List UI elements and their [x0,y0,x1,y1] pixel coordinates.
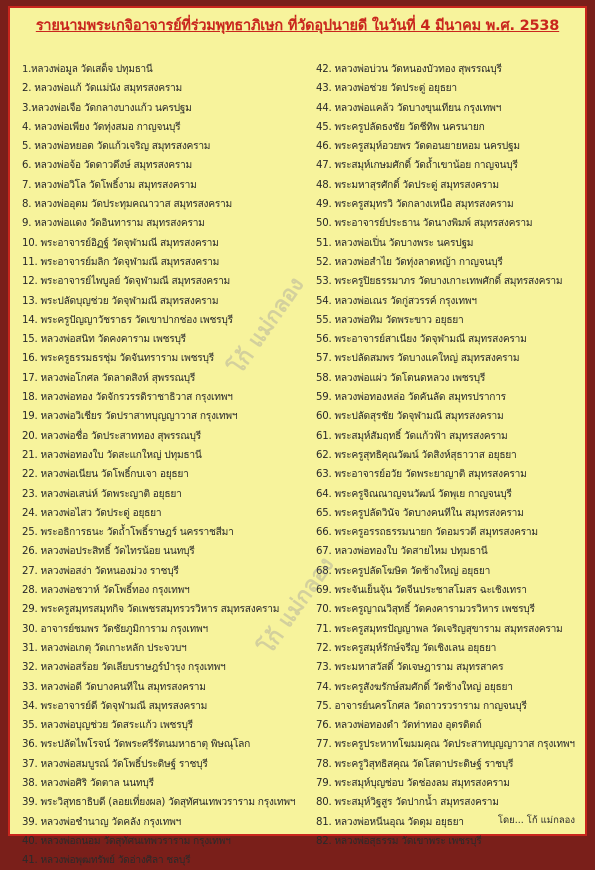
list-item: 4. หลวงพ่อเพียง วัดทุ่งสมอ กาญจนบุรี [22,121,181,133]
list-item: 53. พระครูปิยธรรมาภร วัดบางเกาะเทพศักดิ์ สมุทรสงคราม [316,276,563,288]
list-item: 41. หลวงพ่อพุฒทรัพย์ วัดอ่างศิลา ชลบุรี [22,855,191,867]
list-item: 65. พระครูปลัดวินัจ วัดบางคนทีใน สมุทรสงคราม [316,507,524,519]
list-item: 16. พระครูธรรมธรชุ่ม วัดจันทราราม เพชรบุรี [22,353,214,365]
list-item: 37. หลวงพ่อสมบูรณ์ วัดโพธิ์ประดิษฐ์ ราชบุรี [22,758,208,770]
list-item: 31. หลวงพ่อเกตุ วัดเกาะหลัก ประจวบฯ [22,642,187,654]
list-item: 75. อาจารย์นครโกศล วัดถาวรวราราม กาญจนบุรี [316,700,527,712]
list-item: 69. พระจันเย็นจุ้น วัดจีนประชาสโมสร ฉะเชิงเทรา [316,585,527,597]
list-item: 71. พระครูสมุทรปัญญาพล วัดเจริญสุขาราม สมุทรสงคราม [316,623,563,635]
list-item: 35. หลวงพ่อบุญช่วย วัดสระแก้ว เพชรบุรี [22,720,193,732]
list-item: 15. หลวงพ่อสนิท วัดคงคาราม เพชรบุรี [22,334,186,346]
list-item: 56. พระอาจารย์สาเนียง วัดจุฬามณี สมุทรสงคราม [316,334,527,346]
list-item: 29. พระครูสมุทรสมุทกิจ วัดเพชรสมุทรวรวิหาร สมุทรสงคราม [22,604,280,616]
list-item: 30. อาจารย์ชมพร วัดชัยภูมิการาม กรุงเทพฯ [22,623,208,635]
left-column-list [22,60,312,870]
list-item: 23. หลวงพ่อเสน่ห์ วัดพระญาติ อยุธยา [22,488,182,500]
list-item: 78. พระครูวิสุทธิสคุณ วัดโสดาประดิษฐ์ ราชบุรี [316,758,514,770]
list-item: 3.หลวงพ่อเจือ วัดกลางบางแก้ว นครปฐม [22,102,192,114]
list-item: 81. หลวงพ่อหนีนอุณ วัดดุม อยุธยา [316,816,464,828]
list-item: 27. หลวงพ่อสง่า วัดหนองม่วง ราชบุรี [22,565,179,577]
list-item: 51. หลวงพ่อเปิ่น วัดบางพระ นครปฐม [316,237,474,249]
list-item: 17. หลวงพ่อโกศล วัดลาดสิงห์ สุพรรณบุรี [22,372,196,384]
list-item: 39. พระวิสุทธาธิบดี (ลอยเที่ยงผล) วัดสุทัศนเทพวราราม กรุงเทพฯ [22,797,296,809]
list-item: 39. หลวงพ่อชำนาญ วัดคลัง กรุงเทพฯ [22,816,182,828]
list-item: 43. หลวงพ่อช่วย วัดประดู่ อยุธยา [316,83,457,95]
list-item: 9. หลวงพ่อแดง วัดอินทาราม สมุทรสงคราม [22,218,205,230]
page-title: รายนามพระเกจิอาจารย์ที่ร่วมพุทธาภิเษก ที่วัดอุปนายดี ในวันที่ 4 มีนาคม พ.ศ. 2538 [35,18,560,34]
list-item: 62. พระครูสุทธิคุณวัฒน์ วัดสิงห์สุธาวาส อยุธยา [316,449,517,461]
watermark-2: โก้ แม่กลอง [254,552,340,660]
list-item: 66. พระครูอรรถธรรมนายก วัดอมรวดี สมุทรสงคราม [316,527,538,539]
list-item: 64. พระครูจิณณาญจนวัฒน์ วัดพุเย กาญจนบุรี [316,488,512,500]
list-item: 57. พระปลัดสมพร วัดบางแคใหญ่ สมุทรสงคราม [316,353,520,365]
list-item: 76. หลวงพ่อทองดำ วัดท่าทอง อุตรดิตถ์ [316,720,482,732]
list-item: 67. หลวงพ่อทองใบ วัดสายไหม ปทุมธานี [316,546,488,558]
list-item: 48. พระมหาสุรศักดิ์ วัดประดู่ สมุทรสงคราม [316,179,499,191]
list-item: 70. พระครูญาณวิสุทธิ์ วัดคงคารามวรวิหาร เพชรบุรี [316,604,535,616]
list-item: 47. พระสมุห์เกษมศักดิ์ วัดถ้ำเขาน้อย กาญจนบุรี [316,160,518,172]
list-item: 63. พระอาจารย์อวัย วัดพระยาญาติ สมุทรสงคราม [316,469,527,481]
list-item: 74. พระครูสังฆรักษ์สมศักดิ์ วัดช้างใหญ่ อยุธยา [316,681,513,693]
document-page [8,6,587,867]
list-item: 72. พระครูสมุห์รักษ์จรีญ วัดเชิงเลน อยุธยา [316,642,497,654]
list-item: 32. หลวงพ่อสร้อย วัดเลียบราษฎร์บำรุง กรุงเทพฯ [22,662,226,674]
list-item: 5. หลวงพ่อหยอด วัดแก้วเจริญ สมุทรสงคราม [22,141,211,153]
list-item: 25. พระอธิการธนะ วัดถ้ำโพธิ์ราษฎร์ นครราชสีมา [22,527,234,539]
list-item: 19. หลวงพ่อวิเชียร วัดปราสาทบุญญาวาส กรุงเทพฯ [22,411,238,423]
list-item: 14. พระครูปัญญาวัชราธร วัดเขาปากช่อง เพชรบุรี [22,314,233,326]
list-item: 34. พระอาจารย์ดี วัดจุฬามณี สมุทรสงคราม [22,700,208,712]
list-item: 40. หลวงพ่อถนอม วัดสุทัศนเทพวราราม กรุงเทพฯ [22,835,231,847]
list-item: 50. พระอาจารย์ประธาน วัดนางพิมพ์ สมุทรสงคราม [316,218,533,230]
list-item: 55. หลวงพ่อทิม วัดพระขาว อยุธยา [316,314,464,326]
list-item: 38. หลวงพ่อศิริ วัดตาล นนทบุรี [22,777,154,789]
list-item: 45. พระครูปลัดธงชัย วัดชีทิพ นครนายก [316,121,485,133]
list-item: 13. พระปลัดบุญช่วย วัดจุฬามณี สมุทรสงคราม [22,295,219,307]
list-item: 18. หลวงพ่อทอง วัดจักรวรรดิราชาธิวาส กรุงเทพฯ [22,392,233,404]
list-item: 20. หลวงพ่อชื่อ วัดประสาททอง สุพรรณบุรี [22,430,201,442]
list-item: 8. หลวงพ่ออุตม วัดประทุมคณาวาส สมุทรสงคราม [22,199,232,211]
list-item: 22. หลวงพ่อเนียน วัดโพธิ์กบเจา อยุธยา [22,469,189,481]
list-item: 79. พระสมุห์บุญช่อบ วัดช่องลม สมุทรสงคราม [316,777,510,789]
list-item: 28. หลวงพ่อชวาห์ วัดโพธิ์ทอง กรุงเทพฯ [22,585,190,597]
list-item: 60. พระปลัดสุรชัย วัดจุฬามณี สมุทรสงคราม [316,411,504,423]
list-item: 1.หลวงพ่อมูล วัดเสด็จ ปทุมธานี [22,64,153,75]
list-item: 26. หลวงพ่อประสิทธิ์ วัดไทรน้อย นนทบุรี [22,546,195,558]
list-item: 2. หลวงพ่อแก้ วัดแม่นัง สมุทรสงคราม [22,83,182,95]
list-item: 33. หลวงพ่อดี วัดบางคนทีใน สมุทรสงคราม [22,681,206,693]
list-item: 42. หลวงพ่อบ่วน วัดหนองบัวทอง สุพรรณบุรี [316,64,502,75]
list-item: 73. พระมหาสวัสดิ์ วัดเจษฎาราม สมุทรสาคร [316,662,504,674]
list-item: 21. หลวงพ่อทองใบ วัดสะแกใหญ่ ปทุมธานี [22,449,202,461]
list-item: 68. พระครูปลัดโฆษิต วัดช้างใหญ่ อยุธยา [316,565,491,577]
list-item: 11. พระอาจารย์มลิก วัดจุฬามณี สมุทรสงคราม [22,256,220,268]
list-item: 52. หลวงพ่อสำไย วัดทุ่งลาดหญ้า กาญจนบุรี [316,256,503,268]
list-item: 80. พระสมุห์วิฐสูร วัดปากน้ำ สมุทรสงคราม [316,797,499,809]
credit-text: โดย... โก้ แม่กลอง [497,815,575,826]
list-item: 49. พระครูสมุทรวิ วัดกลางเหนือ สมุทรสงคราม [316,199,514,211]
list-item: 59. หลวงพ่อทองหล่อ วัดคันลัด สมุทรปราการ [316,392,506,404]
list-item: 82. หลวงพ่อสุธรรม วัดเขาพระ เพชรบุรี [316,835,482,847]
list-item: 46. พระครูสมุห์อวยพร วัดดอนยายหอม นครปฐม [316,141,520,153]
list-item: 44. หลวงพ่อแคล้ว วัดบางขุนเทียน กรุงเทพฯ [316,102,502,114]
watermark-1: โก้ แม่กลอง [224,272,310,380]
list-item: 7. หลวงพ่อวิโล วัดโพธิ์งาม สมุทรสงคราม [22,179,197,191]
list-item: 61. พระสมุห์สัมฤทธิ์ วัดแก้วฟ้า สมุทรสงคราม [316,430,508,442]
list-item: 10. พระอาจารย์อิฏฐ์ วัดจุฬามณี สมุทรสงคราม [22,237,219,249]
list-item: 6. หลวงพ่อจ้อ วัดดาวดึงษ์ สมุทรสงคราม [22,160,192,172]
list-item: 24. หลวงพ่อไสว วัดประดู่ อยุธยา [22,507,162,519]
list-item: 77. พระครูประหาทโฆมมคุณ วัดประสาทบุญญาวาส กรุงเทพฯ [316,739,575,751]
list-item: 58. หลวงพ่อแผ่ว วัดโตนดหลวง เพชรบุรี [316,372,486,384]
right-column-list [316,60,584,851]
list-item: 12. พระอาจารย์ไพบูลย์ วัดจุฬามณี สมุทรสงคราม [22,276,231,288]
list-item: 36. พระปลัดไพโรจน์ วัดพระศรีรัตนมหาธาตุ พิษณุโลก [22,739,251,751]
list-item: 54. หลวงพ่อเณร วัดกู่สวรรค์ กรุงเทพฯ [316,295,477,307]
